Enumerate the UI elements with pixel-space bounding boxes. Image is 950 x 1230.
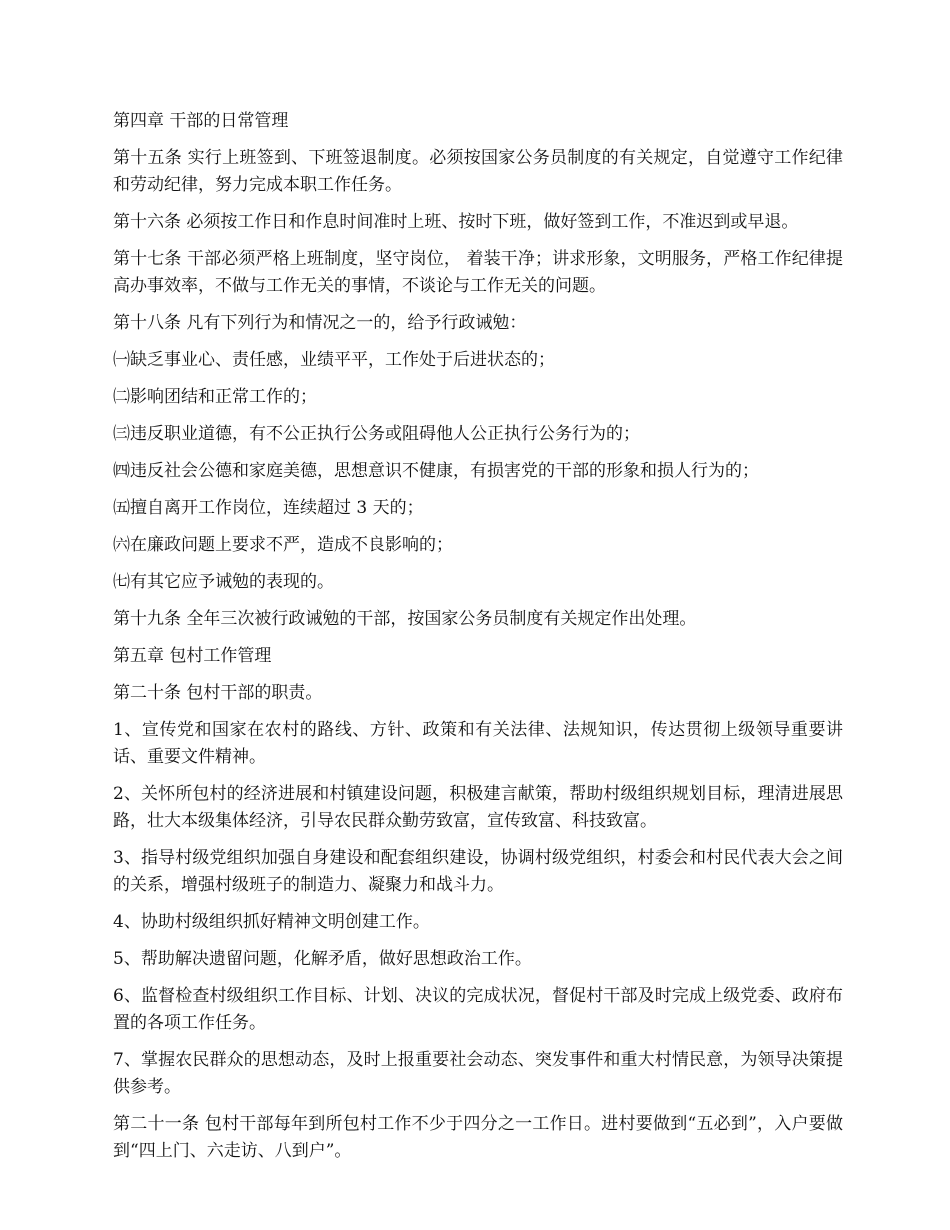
article-16: 第十六条 必须按工作日和作息时间准时上班、按时下班，做好签到工作，不准迟到或早退。: [113, 212, 799, 232]
article-20: 第二十条 包村干部的职责。: [113, 683, 323, 703]
article-18-item-3: ㈢违反职业道德，有不公正执行公务或阻碍他人公正执行公务行为的；: [113, 424, 640, 444]
article-18-item-1: ㈠缺乏事业心、责任感，业绩平平，工作处于后进状态的；: [113, 350, 555, 370]
article-18-item-5: ㈤擅自离开工作岗位，连续超过 3 天的；: [113, 498, 424, 518]
article-18-item-2: ㈡影响团结和正常工作的；: [113, 387, 317, 407]
article-17: 第十七条 干部必须严格上班制度，坚守岗位， 着装干净；讲求形象，文明服务，严格工作纪律提高办事效率，不做与工作无关的事情，不谈论与工作无关的问题。: [113, 249, 843, 296]
duty-item-2: 2、关怀所包村的经济进展和村镇建设问题，积极建言献策，帮助村级组织规划目标，理清进展思路，壮大本级集体经济，引导农民群众勤劳致富，宣传致富、科技致富。: [113, 784, 843, 831]
document-body: [113, 108, 843, 1175]
article-15: 第十五条 实行上班签到、下班签退制度。必须按国家公务员制度的有关规定，自觉遵守工作纪律和劳动纪律，努力完成本职工作任务。: [113, 148, 843, 195]
duty-item-1: 1、宣传党和国家在农村的路线、方针、政策和有关法律、法规知识，传达贯彻上级领导重要讲话、重要文件精神。: [113, 720, 843, 767]
duty-item-7: 7、掌握农民群众的思想动态，及时上报重要社会动态、突发事件和重大村情民意，为领导决策提供参考。: [113, 1050, 843, 1097]
article-19: 第十九条 全年三次被行政诫勉的干部，按国家公务员制度有关规定作出处理。: [113, 609, 697, 629]
article-18-item-7: ㈦有其它应予诫勉的表现的。: [113, 572, 334, 592]
chapter-4-heading: 第四章 干部的日常管理: [113, 111, 289, 131]
duty-item-5: 5、帮助解决遗留问题，化解矛盾，做好思想政治工作。: [113, 949, 532, 969]
duty-item-4: 4、协助村级组织抓好精神文明创建工作。: [113, 912, 430, 932]
article-21: 第二十一条 包村干部每年到所包村工作不少于四分之一工作日。进村要做到“五必到”，入户要做到“四上门、六走访、八到户”。: [113, 1114, 843, 1161]
article-18-item-6: ㈥在廉政问题上要求不严，造成不良影响的；: [113, 535, 453, 555]
duty-item-6: 6、监督检查村级组织工作目标、计划、决议的完成状况，督促村干部及时完成上级党委、政府布置的各项工作任务。: [113, 986, 843, 1033]
chapter-5-heading: 第五章 包村工作管理: [113, 646, 272, 666]
duty-item-3: 3、指导村级党组织加强自身建设和配套组织建设，协调村级党组织，村委会和村民代表大会之间的关系，增强村级班子的制造力、凝聚力和战斗力。: [113, 848, 843, 895]
article-18-item-4: ㈣违反社会公德和家庭美德，思想意识不健康，有损害党的干部的形象和损人行为的；: [113, 461, 759, 481]
article-18: 第十八条 凡有下列行为和情况之一的，给予行政诫勉：: [113, 313, 527, 333]
